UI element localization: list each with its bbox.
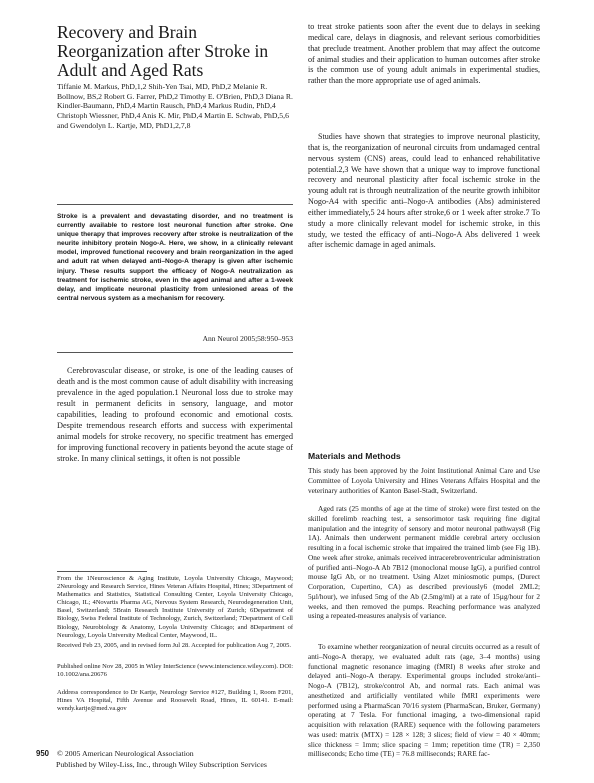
page-number: 950 [36, 749, 50, 758]
received-dates: Received Feb 23, 2005, and in revised form Jul 28. Accepted for publication Aug 7, 2005. [57, 642, 291, 649]
methods-paragraph-2: Aged rats (25 months of age at the time of stroke) were first tested on the skilled forelimb reaching test, a sensorimotor task requiring fine digital manipulation and the integrity of sensory and motor neuronal pathways8 (Fig 1A). Animals then underwent permanent middle cerebral artery occlusion resulting in a focal ischemic stroke that impaired the trained limb (see Fig 1B). One week after stroke, animals received intracerebroventricular administration of purified anti–Nogo-A Ab 7B12 (monoclonal mouse IgG), a purified control mouse IgG Ab, or no treatment. Using Alzet miniosmotic pumps, (Durect Corporation, Cupertino, CA) as described previously6 (model 2ML2; 5µl/hour), we infused 5mg of the Ab (2.5mg/ml) at a rate of 15µg/hour for 2 weeks, and then removed the pumps. Reaching performance was analyzed using a repeated-measures analysis of variance. [308, 504, 540, 621]
abstract-bottom-rule [57, 352, 293, 353]
publisher-line: Published by Wiley-Liss, Inc., through Wiley Subscription Services [56, 759, 267, 769]
footnote-rule [57, 571, 147, 572]
author-list: Tiffanie M. Markus, PhD,1,2 Shih-Yen Tsai, MD, PhD,2 Melanie R. Bollnow, BS,2 Robert G. Farrer, PhD,2 Timothy E. O'Brien, PhD,3 Diana R. Kindler-Baumann, PhD,4 Martin Rausch, PhD,4 Markus Rudin, PhD,4 Christoph Wiessner, PhD,4 Anis K. Mir, PhD,4 Martin E. Schwab, PhD,5,6 and Gwendolyn L. Kartje, MD, PhD1,2,7,8 [57, 82, 293, 130]
article-title: Recovery and Brain Reorganization after Stroke in Adult and Aged Rats [57, 22, 269, 80]
body-paragraph-2: Studies have shown that strategies to improve neuronal plasticity, that is, the reorganization of neuronal circuits from undamaged central nervous system (CNS) areas, could lead to enhanced rehabilitative potential.2,3 We have shown that a unique way to improve functional recovery and neuronal plasticity after focal ischemic stroke in the young adult rat is through neutralization of the neurite growth inhibitor Nogo-A4 with specific anti–Nogo-A antibodies (Abs) administered either immediately,5 24 hours after stroke,6 or 1 week after stroke.7 To study a more clinically relevant model for ischemic stroke, in this study, we tested the efficacy of anti–Nogo-A Abs delivered 1 week after ischemic damage in aged animals. [308, 132, 540, 250]
methods-paragraph-3: To examine whether reorganization of neural circuits occurred as a result of anti–Nogo-A therapy, we evaluated adult rats (age, 3–4 months) using functional magnetic resonance imaging (fMRI) 8 weeks after stroke and delayed anti–Nogo-A therapy. Experimental groups included stroke/anti–Nogo-A (7B12), stroke/control Ab, and normal rats. Each animal was anesthetized and artificially ventilated while fMRI experiments were performed using a PharmaScan 70/16 system (PharmaScan, Bruker, Germany) operating at 7 Tesla. For functional imaging, a two-dimensional rapid acquisition with relaxation (RARE) sequence with the following parameters was used: matrix (MTX) = 128 × 128; 3 slices; field of view = 40 × 40mm; slice thickness = 1mm; slice spacing = 1mm; repetition time (TR) = 2,350 milliseconds; Echo time (TE) = 76.8 milliseconds; RARE fac- [308, 642, 540, 759]
methods-paragraph-1: This study has been approved by the Joint Institutional Animal Care and Use Committee of Loyola University and Hines Veterans Affairs Hospital and the veterinary authorities of Kanton Basel-Stadt, Switzerland. [308, 466, 540, 495]
copyright: © 2005 American Neurological Association [56, 749, 194, 758]
section-heading-methods: Materials and Methods [308, 451, 401, 461]
abstract: Stroke is a prevalent and devastating disorder, and no treatment is currently available to restore lost neuronal function after stroke. One unique therapy that improves recovery after stroke is neutralization of the neurite inhibitory protein Nogo-A. Here, we show, in a clinically relevant model, improved functional recovery and brain reorganization in the aged and adult rat when delayed anti–Nogo-A therapy is given after ischemic injury. These results support the efficacy of Nogo-A neutralization as treatment for ischemic stroke, even in the aged animal and after a 1-week delay, and implicate neuronal plasticity from unlesioned areas of the central nervous system as a mechanism for recovery. [57, 213, 293, 302]
body-paragraph-1: to treat stroke patients soon after the event due to delays in seeking medical care, delays in diagnosis, and relevant serious comorbidities that preclude treatment. Another problem that may affect the outcome of animal studies and their application to human outcomes after stroke is the common use of young adult animals in experimental studies, rather than the more appropriate use of aged animals. [308, 22, 540, 86]
publication-info: Published online Nov 28, 2005 in Wiley InterScience (www.interscience.wiley.com). DOI: 10.1002/ana.20676 [57, 663, 293, 679]
journal-citation: Ann Neurol 2005;58:950–953 [202, 334, 293, 343]
intro-paragraph: Cerebrovascular disease, or stroke, is one of the leading causes of death and is the most common cause of adult disability with increasing prevalence in the aged population.1 Neuronal loss due to stroke may result in permanent deficits in sensory, language, and motor capabilities, leading to profound economic and emotional costs. Despite tremendous research efforts and success with experimental animal models for stroke recovery, no specific treatment has emerged for improving functional recovery in patients beyond the acute stage of stroke. In many clinical settings, it often is not possible [57, 366, 293, 464]
correspondence: Address correspondence to Dr Kartje, Neurology Service #127, Building 1, Room F201, Hines VA Hospital, Fifth Avenue and Roosevelt Road, Hines, IL 60141. E-mail: wendy.kartje@med.va.gov [57, 689, 293, 713]
affiliations: From the 1Neuroscience & Aging Institute, Loyola University Chicago, Maywood; 2Neurology and Research Service, Hines Veteran Affairs Hospital, Hines; 3Department of Mathematics and Statistics, Statistical Consulting Center, Loyola University Chicago, Chicago, IL; 4Novartis Pharma AG, Nervous System Research, Neurodegeneration Unit, Basel, Switzerland; 5Brain Research Institute University of Zurich; 6Department of Biology, Swiss Federal Institute of Technology, Zurich, Switzerland; 7Department of Cell Biology, Neurobiology & Anatomy, Loyola University Chicago; and 8Department of Neurology, Loyola University Medical Center, Maywood, IL. [57, 575, 293, 639]
page-footer [36, 749, 267, 770]
abstract-top-rule [57, 204, 293, 205]
